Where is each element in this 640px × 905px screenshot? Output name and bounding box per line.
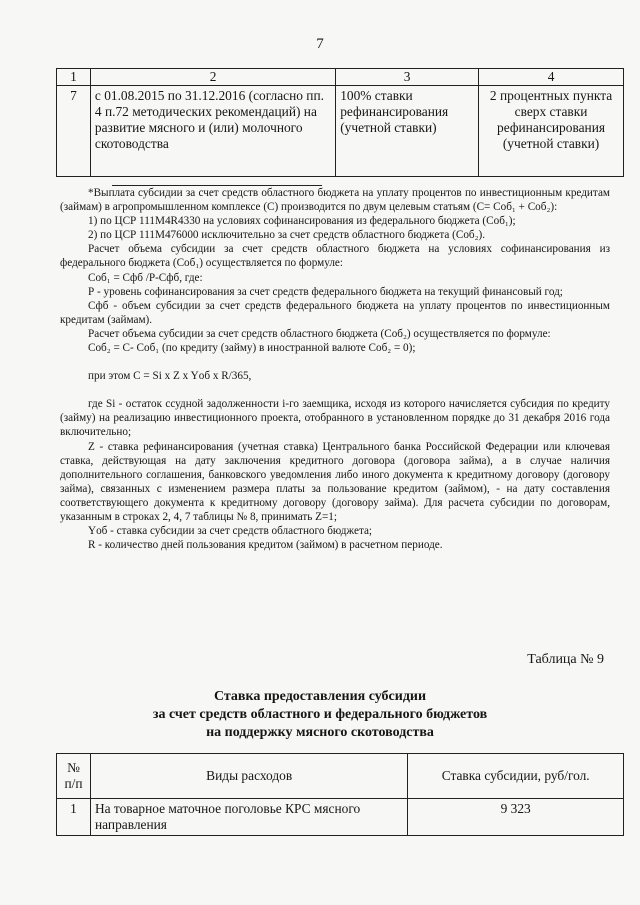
footnote-paragraph: Сфб - объем субсидии за счет средств федерального бюджета на уплату процентов по инвестиционным кредитам (займам).	[60, 299, 610, 326]
row-rate: 100% ставки рефинансирования (учетной ставки)	[336, 86, 479, 177]
page-number: 7	[316, 36, 324, 52]
header-col-3: 3	[336, 69, 479, 86]
header-number: № п/п	[57, 754, 91, 799]
subsidy-rate-table	[56, 753, 624, 836]
row-extra-rate: 2 процентных пункта сверх ставки рефинансирования (учетной ставки)	[479, 86, 624, 177]
table-row	[57, 86, 624, 177]
footnote-paragraph: 2) по ЦСР 111М476000 исключительно за счет средств областного бюджета (Соб₂).	[88, 229, 486, 242]
table-label: Таблица № 9	[527, 652, 604, 667]
header-expense-type: Виды расходов	[90, 754, 407, 799]
footnote-paragraph: *Выплата субсидии за счет средств областного бюджета на уплату процентов по инвестиционным кредитам (займам) в агропромышленном комплексе (С) производится по двум целевым статьям (С= Соб₁ + Соб₂):	[60, 187, 610, 214]
formula: при этом С = Si x Z x Yоб x R/365,	[88, 370, 252, 383]
header-col-1: 1	[57, 69, 91, 86]
table-header-row	[57, 69, 624, 86]
row-expense-type: На товарное маточное поголовье КРС мясного направления	[90, 799, 407, 836]
table-title-line: Ставка предоставления субсидии	[213, 689, 427, 704]
footnote-paragraph: Yоб - ставка субсидии за счет средств областного бюджета;	[88, 525, 373, 538]
row-number: 1	[57, 799, 91, 836]
row-number: 7	[57, 86, 91, 177]
header-subsidy-rate: Ставка субсидии, руб/гол.	[408, 754, 624, 799]
footnote-paragraph: Р - уровень софинансирования за счет средств федерального бюджета на текущий финансовый год;	[88, 285, 563, 298]
table-header-row	[57, 754, 624, 799]
footnote-paragraph: Расчет объема субсидии за счет средств областного бюджета (Соб₂) осуществляется по формуле:	[88, 327, 551, 340]
footnote-paragraph: R - количество дней пользования кредитом (займом) в расчетном периоде.	[88, 539, 443, 552]
subsidy-table-continued	[56, 68, 624, 177]
header-col-4: 4	[479, 69, 624, 86]
formula: Соб₂ = С- Соб₁ (по кредиту (займу) в иностранной валюте Соб₂ = 0);	[88, 342, 416, 355]
row-subsidy-rate: 9 323	[408, 799, 624, 836]
footnote-paragraph: где Si - остаток ссудной задолженности i-го заемщика, исходя из которого начисляется субсидия по кредиту (займу) на реализацию инвестиционного проекта, отобранного в установленном порядке до 31 декабря 2016 года включительно;	[60, 398, 610, 439]
footnote-text	[60, 186, 610, 552]
table-title	[0, 688, 640, 742]
footnote-paragraph: 1) по ЦСР 111М4R4330 на условиях софинансирования из федерального бюджета (Соб₁);	[88, 215, 516, 228]
footnote-paragraph: Расчет объема субсидии за счет средств областного бюджета на условиях софинансирования из федерального бюджета (Соб₁) осуществляется по формуле:	[60, 243, 610, 270]
table-row	[57, 799, 624, 836]
footnote-paragraph: Z - ставка рефинансирования (учетная ставка) Центрального банка Российской Федерации или ключевая ставка, действующая на дату заключения кредитного договора (договора займа), а в случае наличия дополнительного соглашения, банковского уведомления либо иного документа к кредитному договору (договору займа), связанных с изменением размера платы за пользование кредитом (займом), - на дату составления соответствующего документа к кредитному договору (договору займа). Для расчета субсидии по договорам, указанным в строках 2, 4, 7 таблицы № 8, принимать Z=1;	[60, 440, 610, 523]
row-description: с 01.08.2015 по 31.12.2016 (согласно пп. 4 п.72 методических рекомендаций) на развитие мясного и (или) молочного скотоводства	[90, 86, 335, 177]
table-title-line: за счет средств областного и федерального бюджетов	[152, 707, 488, 722]
table-title-line: на поддержку мясного скотоводства	[206, 725, 434, 740]
header-col-2: 2	[90, 69, 335, 86]
formula: Соб₁ = Сфб /Р-Сфб, где:	[88, 271, 203, 284]
